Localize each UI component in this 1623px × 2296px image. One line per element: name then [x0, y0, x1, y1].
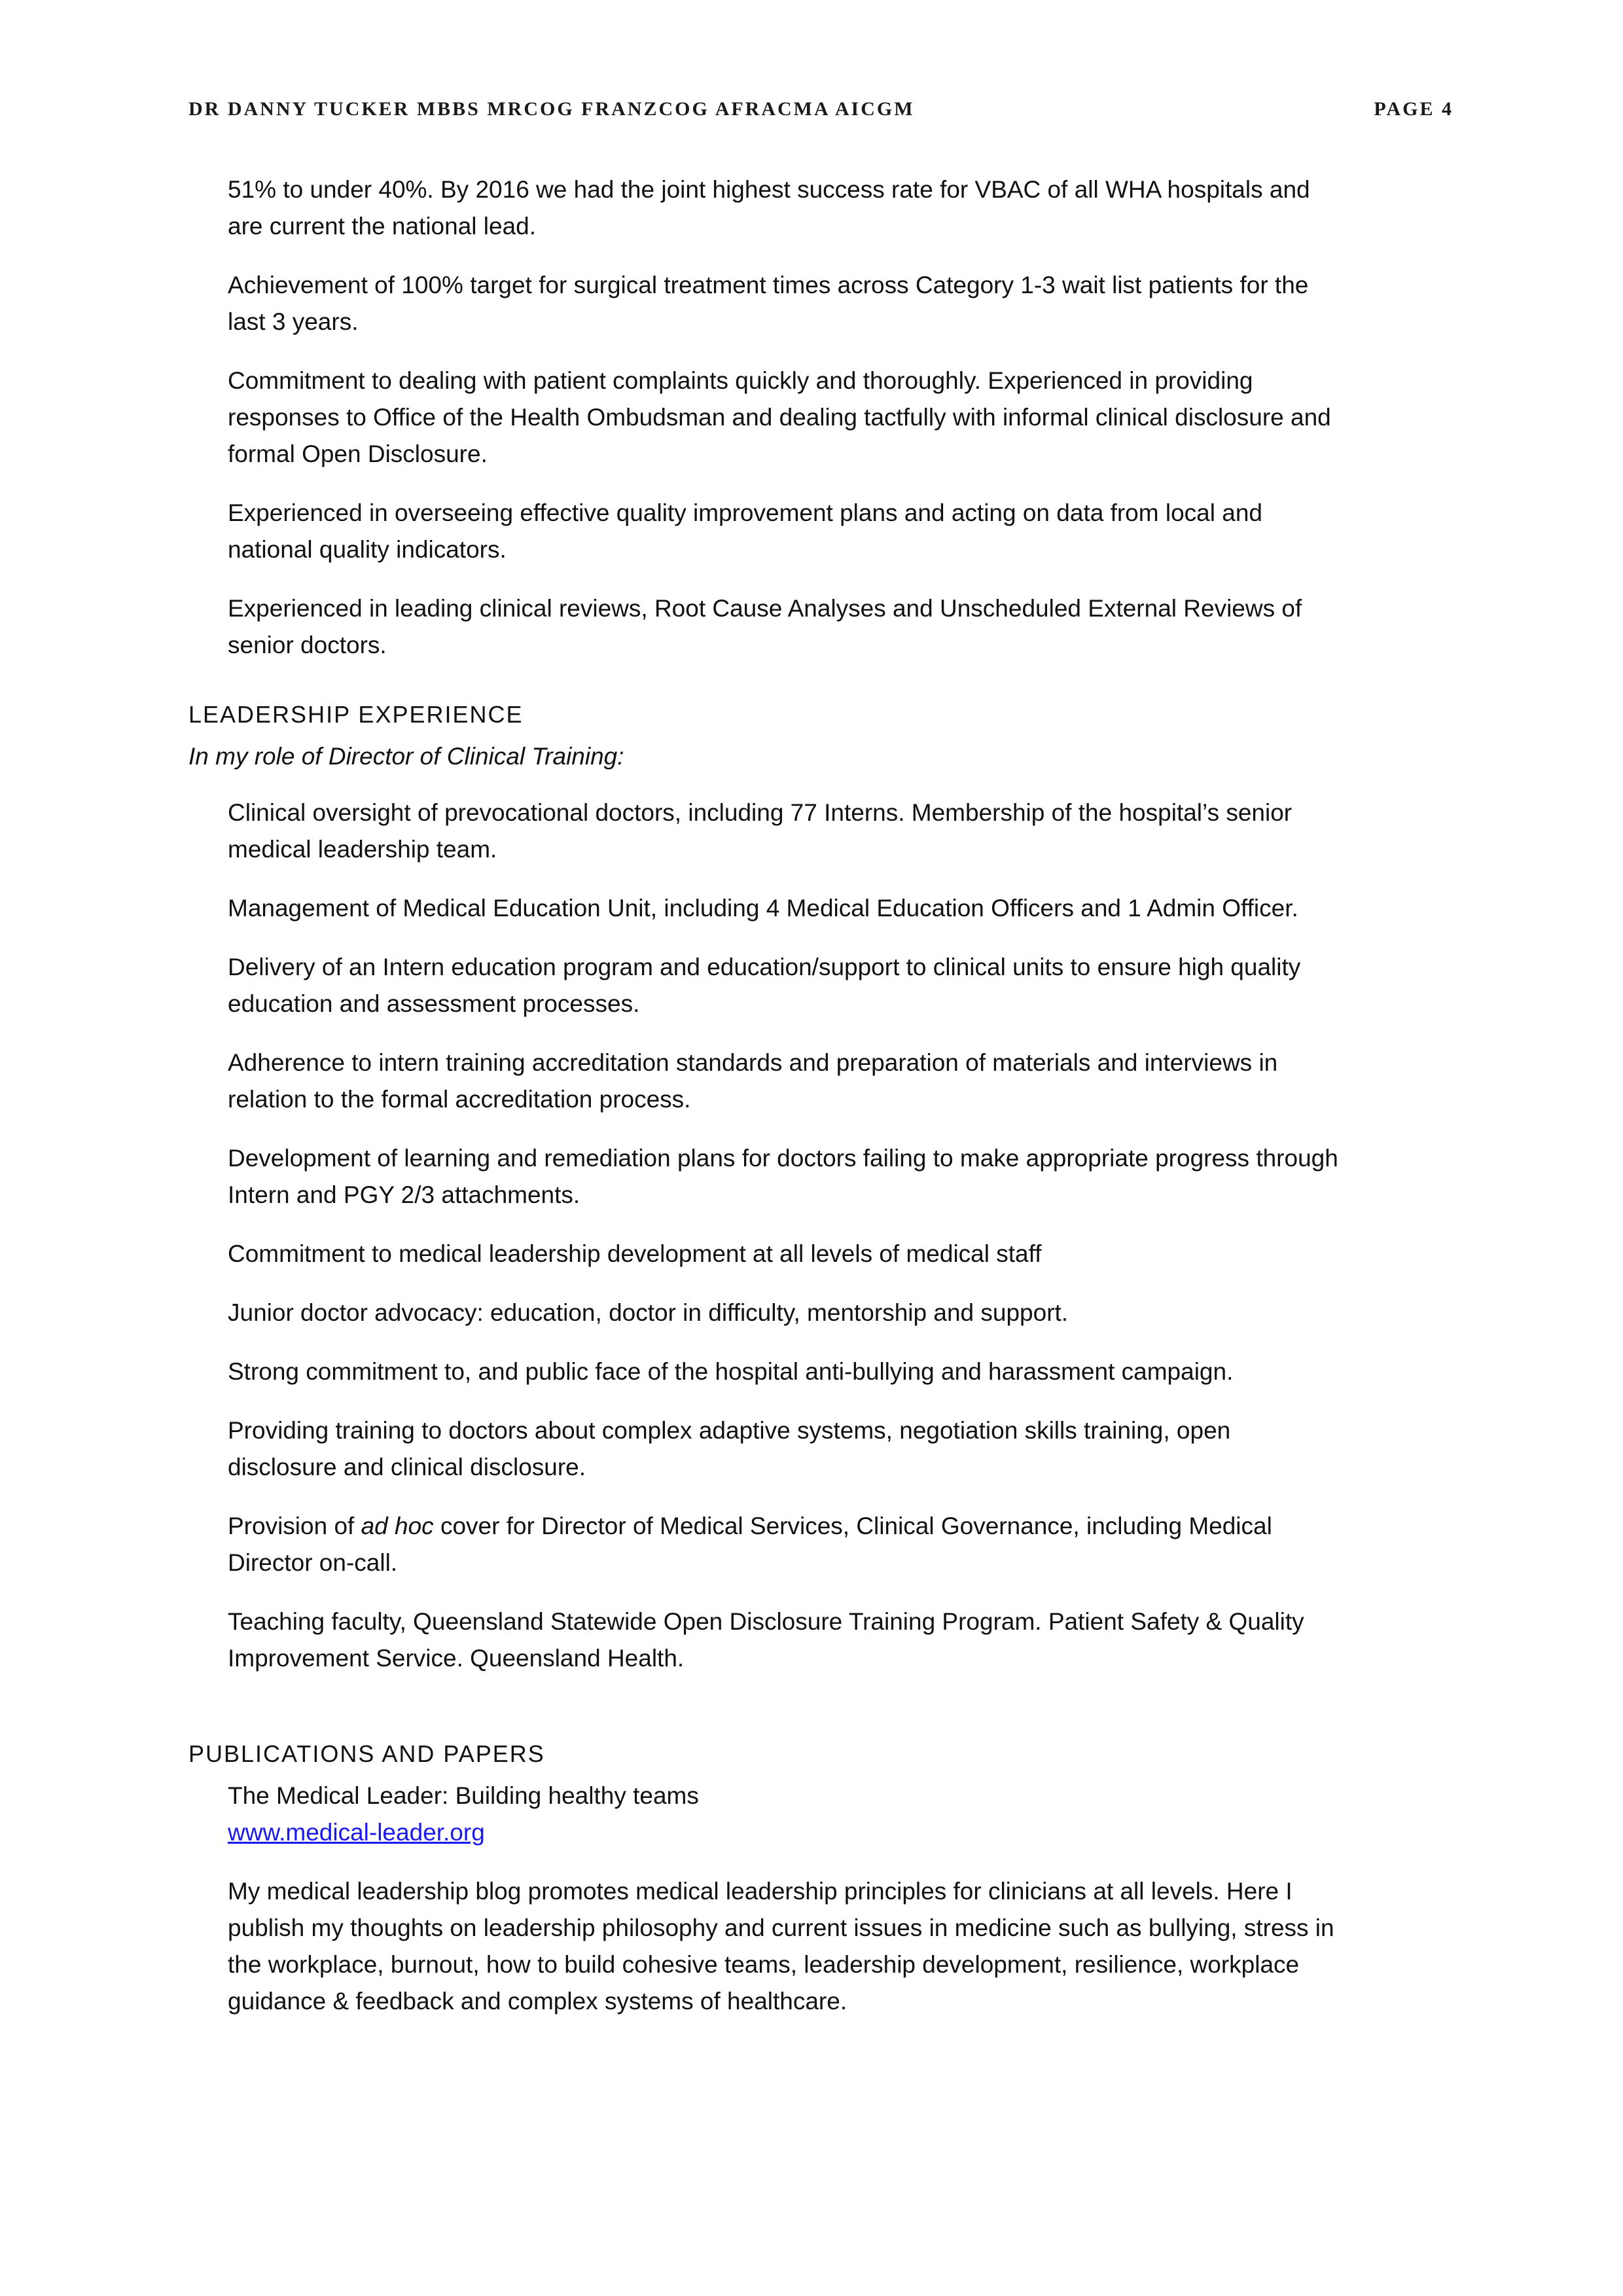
- leadership-item: Commitment to medical leadership development at all levels of medical staff: [228, 1240, 1042, 1267]
- adhoc-suffix: cover for Director of Medical Services, Clinical Governance, including Medical Director on-call.: [228, 1513, 1272, 1576]
- leadership-item-adhoc: [228, 1508, 1340, 1581]
- leadership-item: Teaching faculty, Queensland Statewide Open Disclosure Training Program. Patient Safety & Quality Improvement Service. Queensland Health.: [228, 1608, 1304, 1672]
- paragraph: Experienced in leading clinical reviews, Root Cause Analyses and Unscheduled External Reviews of senior doctors.: [228, 595, 1302, 658]
- adhoc-prefix: Provision of: [228, 1513, 361, 1539]
- page-number: PAGE 4: [1374, 98, 1454, 120]
- leadership-item: Development of learning and remediation plans for doctors failing to make appropriate progress through Intern and PGY 2/3 attachments.: [228, 1145, 1338, 1208]
- paragraph: 51% to under 40%. By 2016 we had the joint highest success rate for VBAC of all WHA hospitals and are current the national lead.: [228, 176, 1310, 240]
- leadership-item: Clinical oversight of prevocational doctors, including 77 Interns. Membership of the hospital’s senior medical leadership team.: [228, 799, 1293, 863]
- page-content: [188, 171, 1340, 2042]
- adhoc-italic: ad hoc: [361, 1513, 434, 1539]
- publication-title: The Medical Leader: Building healthy teams: [228, 1782, 699, 1809]
- leadership-item: Management of Medical Education Unit, including 4 Medical Education Officers and 1 Admin Officer.: [228, 895, 1298, 922]
- paragraph: Experienced in overseeing effective quality improvement plans and acting on data from local and national quality indicators.: [228, 499, 1262, 563]
- paragraph: Commitment to dealing with patient complaints quickly and thoroughly. Experienced in providing responses to Office of the Health Ombudsman and dealing tactfully with informal clinical disclosure and formal Open Disclosure.: [228, 367, 1331, 467]
- leadership-item: Providing training to doctors about complex adaptive systems, negotiation skills training, open disclosure and clinical disclosure.: [228, 1417, 1231, 1480]
- leadership-heading: LEADERSHIP EXPERIENCE: [188, 701, 524, 728]
- leadership-item: Delivery of an Intern education program and education/support to clinical units to ensure high quality education and assessment processes.: [228, 954, 1301, 1017]
- header-name: DR DANNY TUCKER MBBS MRCOG FRANZCOG AFRACMA AICGM: [188, 98, 915, 120]
- leadership-item: Adherence to intern training accreditation standards and preparation of materials and interviews in relation to the formal accreditation process.: [228, 1049, 1278, 1113]
- publication-description: My medical leadership blog promotes medical leadership principles for clinicians at all levels. Here I publish my thoughts on leadership philosophy and current issues in medicine such as bullying, stress in the workplace, burnout, how to build cohesive teams, leadership development, resilience, workplace guidance & feedback and complex systems of healthcare.: [228, 1878, 1334, 2015]
- publication-link[interactable]: www.medical-leader.org: [228, 1819, 485, 1846]
- leadership-subheading: In my role of Director of Clinical Training:: [188, 743, 624, 770]
- leadership-item: Strong commitment to, and public face of the hospital anti-bullying and harassment campaign.: [228, 1358, 1234, 1385]
- leadership-item: Junior doctor advocacy: education, doctor in difficulty, mentorship and support.: [228, 1299, 1069, 1326]
- paragraph: Achievement of 100% target for surgical treatment times across Category 1-3 wait list patients for the last 3 years.: [228, 272, 1309, 335]
- publications-heading: PUBLICATIONS AND PAPERS: [188, 1740, 545, 1767]
